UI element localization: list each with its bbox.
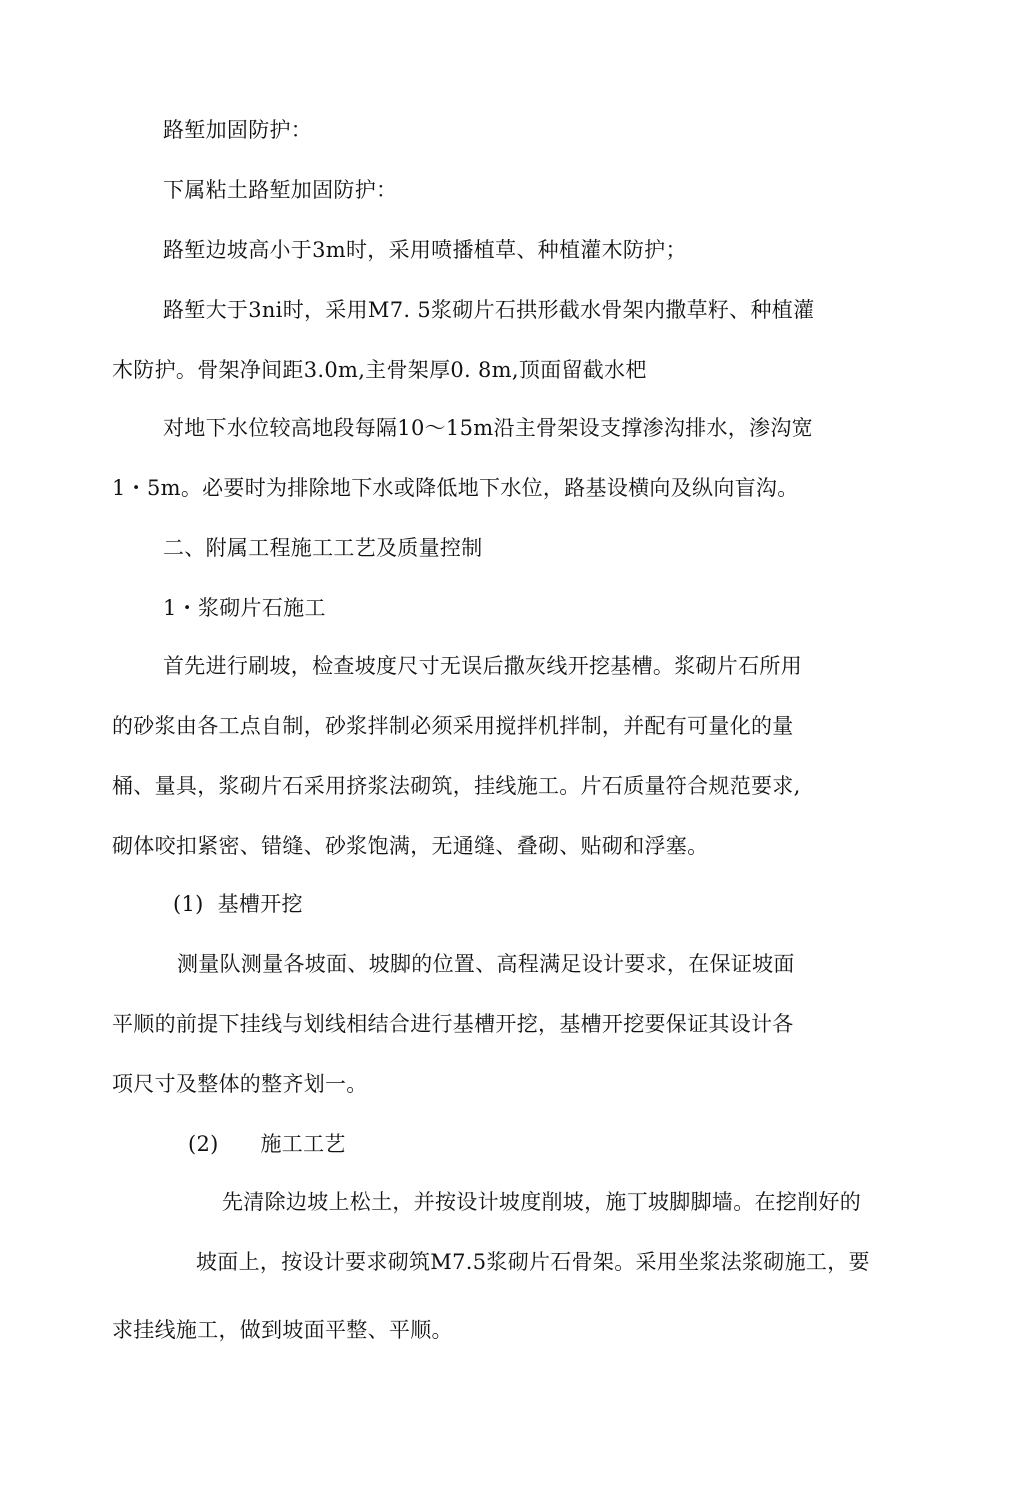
subsection-heading: 1・浆砌片石施工 bbox=[163, 596, 326, 620]
subsection-heading: 下属粘土路堑加固防护： bbox=[163, 178, 398, 202]
item-heading: (1) 基槽开挖 bbox=[173, 892, 303, 916]
paragraph-line: 求挂线施工，做到坡面平整、平顺。 bbox=[112, 1318, 453, 1342]
paragraph-line: 对地下水位较高地段每隔10～15m沿主骨架设支撑渗沟排水，渗沟宽 bbox=[163, 416, 813, 440]
paragraph-line: 砌体咬扣紧密、错缝、砂浆饱满，无通缝、叠砌、贴砌和浮塞。 bbox=[112, 834, 709, 858]
paragraph-line: 路堑边坡高小于3m时，采用喷播植草、种植灌木防护； bbox=[163, 238, 687, 262]
paragraph-line: 项尺寸及整体的整齐划一。 bbox=[112, 1072, 368, 1096]
item-heading: (2) 施工工艺 bbox=[188, 1132, 346, 1156]
chapter-heading: 二、附属工程施工工艺及质量控制 bbox=[163, 536, 483, 560]
paragraph-line: 先清除边坡上松土，并按设计坡度削坡，施丁坡脚脚墙。在挖削好的 bbox=[222, 1190, 861, 1214]
paragraph-line: 平顺的前提下挂线与划线相结合进行基槽开挖，基槽开挖要保证其设计各 bbox=[112, 1012, 794, 1036]
paragraph-line: 首先进行刷坡，检查坡度尺寸无误后撒灰线开挖基槽。浆砌片石所用 bbox=[163, 654, 802, 678]
paragraph-line: 路堑大于3ni时，采用M7. 5浆砌片石拱形截水骨架内撒草籽、种植灌 bbox=[163, 298, 815, 322]
paragraph-line: 坡面上，按设计要求砌筑M7.5浆砌片石骨架。采用坐浆法浆砌施工，要 bbox=[196, 1250, 870, 1274]
paragraph-line: 的砂浆由各工点自制，砂浆拌制必须采用搅拌机拌制，并配有可量化的量 bbox=[112, 714, 794, 738]
paragraph-line: 木防护。骨架净间距3.0m,主骨架厚0. 8m,顶面留截水杷 bbox=[112, 358, 647, 382]
section-heading: 路堑加固防护： bbox=[163, 118, 313, 142]
paragraph-line: 测量队测量各坡面、坡脚的位置、高程满足设计要求，在保证坡面 bbox=[177, 952, 795, 976]
paragraph-line: 桶、量具，浆砌片石采用挤浆法砌筑，挂线施工。片石质量符合规范要求, bbox=[112, 774, 801, 798]
paragraph-line: 1・5m。必要时为排除地下水或降低地下水位，路基设横向及纵向盲沟。 bbox=[112, 476, 799, 500]
